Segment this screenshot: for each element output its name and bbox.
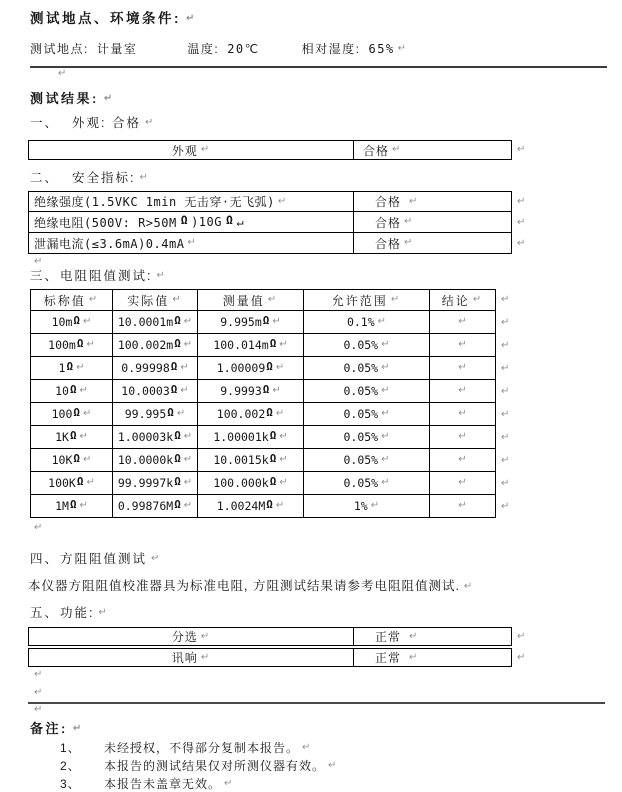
safety-result-cell bbox=[354, 233, 512, 254]
column-header bbox=[304, 289, 430, 311]
column-header bbox=[113, 289, 198, 311]
cell-conclusion bbox=[430, 449, 496, 472]
return-mark: ↵ bbox=[517, 216, 526, 228]
humidity-label: 相对湿度: bbox=[301, 42, 361, 56]
header-label: 标称值 bbox=[43, 293, 86, 308]
return-mark: ↵ bbox=[151, 553, 162, 564]
return-mark: ↵ bbox=[272, 385, 281, 396]
cell-measured bbox=[198, 426, 304, 449]
results-title: 测试结果: bbox=[30, 91, 99, 106]
cell-value: 10Ω bbox=[55, 383, 77, 398]
return-mark: ↵ bbox=[183, 500, 193, 511]
section-appearance-heading bbox=[30, 115, 622, 131]
table-row bbox=[28, 191, 622, 212]
section-function-heading bbox=[30, 605, 622, 621]
remarks-title-line bbox=[30, 720, 622, 737]
cell-actual bbox=[113, 426, 198, 449]
remark-number: 1、 bbox=[60, 741, 81, 755]
return-mark: ↵ bbox=[517, 195, 526, 207]
header-label: 测量值 bbox=[222, 293, 265, 308]
table-row bbox=[28, 140, 622, 160]
return-mark: ↵ bbox=[34, 687, 43, 698]
cell-nominal bbox=[30, 380, 113, 403]
cell-value: 0.99876MΩ bbox=[117, 498, 181, 513]
column-header bbox=[198, 289, 304, 311]
return-mark: ↵ bbox=[279, 477, 288, 488]
cell-value: 0.99998Ω bbox=[121, 360, 178, 375]
section-title: 方阻阻值测试 bbox=[60, 552, 148, 566]
cell-range bbox=[304, 472, 430, 495]
return-mark: ↵ bbox=[501, 362, 510, 374]
return-mark: ↵ bbox=[501, 385, 510, 397]
return-mark: ↵ bbox=[200, 144, 211, 155]
resistance-data-row bbox=[30, 449, 622, 472]
return-mark: ↵ bbox=[103, 92, 115, 104]
appearance-item-cell bbox=[28, 140, 354, 160]
cell-value: 10mΩ bbox=[51, 314, 80, 329]
cell-value: 100KΩ bbox=[48, 475, 84, 490]
empty-paragraph bbox=[34, 687, 622, 699]
cell-value: 合格 bbox=[375, 215, 402, 230]
location-value: 计量室 bbox=[96, 42, 138, 56]
cell-value: 100Ω bbox=[51, 406, 80, 421]
return-mark: ↵ bbox=[370, 500, 380, 511]
cell-nominal bbox=[30, 403, 113, 426]
return-mark: ↵ bbox=[501, 294, 510, 305]
return-mark: ↵ bbox=[139, 172, 150, 183]
return-mark: ↵ bbox=[458, 339, 467, 350]
return-mark: ↵ bbox=[200, 630, 211, 642]
cell-value: 0.05% bbox=[343, 384, 379, 398]
cell-nominal bbox=[30, 426, 113, 449]
resistance-data-row bbox=[30, 403, 622, 426]
return-mark: ↵ bbox=[472, 294, 484, 305]
section-title: 电阻阻值测试: bbox=[60, 269, 153, 283]
cell-nominal bbox=[30, 334, 113, 357]
cell-value: 100.002mΩ bbox=[117, 337, 181, 352]
cell-actual bbox=[113, 495, 198, 518]
resistance-header-row bbox=[30, 289, 622, 311]
return-mark: ↵ bbox=[72, 722, 84, 734]
cell-range bbox=[304, 334, 430, 357]
resistance-data-row bbox=[30, 334, 622, 357]
return-mark: ↵ bbox=[88, 294, 100, 305]
header-label: 允许范围 bbox=[331, 293, 388, 308]
return-mark: ↵ bbox=[82, 408, 92, 419]
return-mark: ↵ bbox=[517, 237, 526, 249]
return-mark: ↵ bbox=[463, 580, 474, 592]
cell-value: 正常 bbox=[375, 651, 402, 665]
return-mark: ↵ bbox=[390, 294, 402, 305]
safety-table bbox=[28, 191, 622, 254]
cell-value: 0.05% bbox=[343, 430, 379, 444]
return-mark: ↵ bbox=[82, 454, 92, 465]
return-mark: ↵ bbox=[180, 362, 189, 373]
env-temperature bbox=[187, 41, 259, 57]
cell-measured bbox=[198, 380, 304, 403]
cell-value: 泄漏电流(≤3.6mA)0.4mA bbox=[34, 236, 185, 251]
return-mark: ↵ bbox=[501, 339, 510, 351]
safety-result-cell bbox=[354, 212, 512, 233]
cell-value: 0.1% bbox=[346, 315, 375, 329]
return-mark: ↵ bbox=[501, 477, 510, 489]
cell-actual bbox=[113, 403, 198, 426]
temperature-value: 20℃ bbox=[227, 42, 260, 56]
return-mark: ↵ bbox=[279, 454, 288, 465]
cell-value: 1.00003kΩ bbox=[117, 429, 181, 444]
cell-value: 1.0024MΩ bbox=[216, 498, 273, 513]
cell-value: 0.05% bbox=[343, 338, 379, 352]
return-mark: ↵ bbox=[279, 431, 288, 442]
return-mark: ↵ bbox=[183, 339, 193, 350]
cell-value: 100mΩ bbox=[48, 337, 84, 352]
cell-value: 分选 bbox=[171, 630, 198, 644]
return-mark: ↵ bbox=[183, 316, 193, 327]
return-mark: ↵ bbox=[381, 454, 390, 465]
appearance-table bbox=[28, 140, 622, 160]
return-mark: ↵ bbox=[275, 362, 285, 373]
env-humidity bbox=[302, 41, 395, 57]
cell-value: 10KΩ bbox=[51, 452, 80, 467]
cell-measured bbox=[198, 357, 304, 380]
cell-conclusion bbox=[430, 380, 496, 403]
section-safety-heading bbox=[30, 170, 622, 186]
cell-value: 0.05% bbox=[343, 453, 379, 467]
return-mark: ↵ bbox=[302, 742, 312, 753]
return-mark: ↵ bbox=[517, 630, 526, 642]
empty-paragraph bbox=[34, 669, 622, 681]
cell-value: 10.0003Ω bbox=[121, 383, 178, 398]
table-row bbox=[28, 648, 622, 667]
function-item-cell bbox=[28, 648, 354, 667]
cell-actual bbox=[113, 472, 198, 495]
cell-value: 1.00001kΩ bbox=[213, 429, 277, 444]
resistance-data-row bbox=[30, 311, 622, 334]
cell-value: 10.0001mΩ bbox=[117, 314, 181, 329]
remark-number: 3、 bbox=[60, 777, 81, 791]
section-title: 安全指标: bbox=[72, 171, 136, 185]
cell-value: 100.000kΩ bbox=[213, 475, 277, 490]
env-line bbox=[30, 41, 622, 57]
empty-paragraph bbox=[58, 68, 622, 80]
remark-text: 本报告的测试结果仅对所测仪器有效。 bbox=[104, 759, 326, 773]
cell-value: 绝缘强度(1.5VKC 1min 无击穿·无飞弧) bbox=[34, 195, 275, 209]
column-header bbox=[30, 289, 113, 311]
return-mark: ↵ bbox=[381, 385, 390, 396]
resistance-data-row bbox=[30, 380, 622, 403]
cell-value: 0.05% bbox=[343, 361, 379, 375]
return-mark: ↵ bbox=[34, 669, 43, 680]
humidity-value: 65% bbox=[368, 42, 395, 56]
safety-item-cell bbox=[28, 233, 354, 254]
return-mark: ↵ bbox=[458, 408, 467, 419]
return-mark: ↵ bbox=[381, 339, 390, 350]
remark-text: 未经授权，不得部分复制本报告。 bbox=[104, 741, 300, 755]
cell-value: 9.9993Ω bbox=[220, 383, 270, 398]
cell-range bbox=[304, 357, 430, 380]
return-mark: ↵ bbox=[517, 144, 526, 155]
section-square-heading bbox=[30, 551, 622, 567]
return-mark: ↵ bbox=[180, 385, 189, 396]
return-mark: ↵ bbox=[275, 500, 285, 511]
function-result-cell bbox=[354, 648, 512, 667]
section-resistance-heading bbox=[30, 268, 622, 284]
return-mark: ↵ bbox=[272, 316, 281, 327]
cell-conclusion bbox=[430, 403, 496, 426]
remark-item bbox=[60, 759, 622, 773]
cell-value: 正常 bbox=[375, 630, 402, 644]
return-mark: ↵ bbox=[501, 408, 510, 420]
return-mark: ↵ bbox=[458, 316, 467, 327]
appearance-result-cell bbox=[354, 140, 512, 160]
return-mark: ↵ bbox=[86, 339, 95, 350]
cell-nominal bbox=[30, 449, 113, 472]
section-number: 四、 bbox=[30, 552, 60, 566]
return-mark: ↵ bbox=[458, 477, 467, 488]
return-mark: ↵ bbox=[267, 294, 279, 305]
cell-actual bbox=[113, 311, 198, 334]
function-table bbox=[28, 627, 622, 667]
resistance-table bbox=[30, 289, 622, 518]
cell-value: 0.05% bbox=[343, 407, 379, 421]
return-mark: ↵ bbox=[34, 704, 43, 715]
section-number: 三、 bbox=[30, 269, 60, 283]
safety-item-cell bbox=[28, 191, 354, 212]
return-mark: ↵ bbox=[186, 13, 197, 24]
return-mark: ↵ bbox=[86, 477, 95, 488]
temperature-label: 温度: bbox=[187, 42, 220, 56]
cell-range bbox=[304, 426, 430, 449]
cell-value: 讯响 bbox=[171, 651, 198, 665]
return-mark: ↵ bbox=[156, 270, 167, 281]
table-row bbox=[28, 233, 622, 254]
return-mark: ↵ bbox=[224, 778, 234, 789]
return-mark: ↵ bbox=[381, 362, 390, 373]
return-mark: ↵ bbox=[458, 362, 467, 373]
return-mark: ↵ bbox=[409, 630, 419, 642]
remark-text: 本报告未盖章无效。 bbox=[104, 777, 222, 791]
return-mark: ↵ bbox=[501, 431, 510, 443]
resistance-data-row bbox=[30, 472, 622, 495]
return-mark: ↵ bbox=[458, 454, 467, 465]
safety-item-cell: 绝缘电阻(500V: R>50M Ω )10G Ω ↵ bbox=[28, 212, 354, 233]
return-mark: ↵ bbox=[404, 237, 414, 248]
return-mark: ↵ bbox=[397, 43, 408, 54]
cell-value: 1% bbox=[353, 499, 368, 513]
function-item-cell bbox=[28, 627, 354, 646]
return-mark: ↵ bbox=[279, 339, 288, 350]
resistance-data-row bbox=[30, 357, 622, 380]
env-location bbox=[30, 41, 137, 57]
cell-range bbox=[304, 380, 430, 403]
remark-number: 2、 bbox=[60, 759, 81, 773]
cell-range bbox=[304, 495, 430, 518]
doc-title: 测试地点、环境条件: bbox=[30, 11, 181, 26]
resistance-data-row bbox=[30, 426, 622, 449]
cell-actual bbox=[113, 357, 198, 380]
location-label: 测试地点: bbox=[30, 42, 89, 56]
return-mark: ↵ bbox=[501, 500, 510, 512]
return-mark: ↵ bbox=[79, 385, 88, 396]
cell-measured bbox=[198, 403, 304, 426]
return-mark: ↵ bbox=[183, 454, 193, 465]
table-row bbox=[28, 212, 622, 233]
cell-conclusion bbox=[430, 495, 496, 518]
return-mark: ↵ bbox=[176, 408, 186, 419]
section-number: 二、 bbox=[30, 171, 60, 185]
header-label: 实际值 bbox=[127, 293, 170, 308]
remarks-title: 备注: bbox=[30, 721, 68, 736]
cell-measured bbox=[198, 311, 304, 334]
return-mark: ↵ bbox=[144, 117, 156, 128]
square-note bbox=[28, 578, 622, 595]
cell-nominal bbox=[30, 472, 113, 495]
return-mark: ↵ bbox=[458, 431, 467, 442]
function-result-cell bbox=[354, 627, 512, 646]
cell-range bbox=[304, 311, 430, 334]
section-number: 五、 bbox=[30, 606, 60, 620]
cell-value: 9.995mΩ bbox=[220, 314, 270, 329]
cell-value: 外观 bbox=[171, 143, 198, 158]
return-mark: ↵ bbox=[328, 760, 338, 771]
cell-value: 合格 bbox=[375, 236, 402, 251]
return-mark: ↵ bbox=[381, 431, 390, 442]
doc-title-line bbox=[30, 10, 622, 28]
return-mark: ↵ bbox=[79, 431, 88, 442]
section-title: 功能: bbox=[60, 606, 95, 620]
cell-value: 0.05% bbox=[343, 476, 379, 490]
cell-nominal bbox=[30, 357, 113, 380]
return-mark: ↵ bbox=[82, 316, 92, 327]
cell-value: 1.00009Ω bbox=[216, 360, 273, 375]
return-mark: ↵ bbox=[277, 195, 287, 207]
cell-conclusion bbox=[430, 472, 496, 495]
return-mark: ↵ bbox=[172, 294, 183, 305]
empty-paragraph bbox=[34, 256, 622, 268]
cell-range bbox=[304, 449, 430, 472]
cell-nominal bbox=[30, 311, 113, 334]
note-text: 本仪器方阻阻值校准器具为标准电阻, 方阻测试结果请参考电阻阻值测试. bbox=[28, 579, 460, 593]
resistance-data-row bbox=[30, 495, 622, 518]
cell-measured bbox=[198, 495, 304, 518]
cell-conclusion bbox=[430, 311, 496, 334]
table-row bbox=[28, 627, 622, 646]
remark-item bbox=[60, 741, 622, 755]
results-title-line bbox=[30, 90, 622, 107]
cell-actual bbox=[113, 449, 198, 472]
return-mark: ↵ bbox=[501, 316, 510, 328]
return-mark: ↵ bbox=[409, 651, 419, 663]
return-mark: ↵ bbox=[183, 477, 193, 488]
return-mark: ↵ bbox=[458, 385, 467, 396]
return-mark: ↵ bbox=[458, 500, 467, 511]
return-mark: ↵ bbox=[381, 477, 390, 488]
empty-paragraph bbox=[34, 522, 622, 534]
cell-conclusion bbox=[430, 426, 496, 449]
remark-item bbox=[60, 777, 622, 791]
cell-value: 10.0000kΩ bbox=[117, 452, 181, 467]
column-header bbox=[430, 289, 496, 311]
cell-value: 1Ω bbox=[58, 360, 74, 375]
return-mark: ↵ bbox=[79, 500, 88, 511]
section-number: 一、 bbox=[30, 116, 60, 130]
cell-value: 合格 bbox=[363, 143, 390, 158]
cell-nominal bbox=[30, 495, 113, 518]
return-mark: ↵ bbox=[58, 68, 67, 79]
cell-range bbox=[304, 403, 430, 426]
cell-value: 100.002Ω bbox=[216, 406, 273, 421]
cell-conclusion bbox=[430, 334, 496, 357]
return-mark: ↵ bbox=[392, 144, 402, 155]
cell-measured bbox=[198, 334, 304, 357]
empty-paragraph bbox=[34, 704, 622, 716]
return-mark: ↵ bbox=[381, 408, 390, 419]
return-mark: ↵ bbox=[98, 607, 109, 618]
return-mark: ↵ bbox=[34, 522, 43, 533]
cell-conclusion bbox=[430, 357, 496, 380]
return-mark: ↵ bbox=[501, 454, 510, 466]
section-title: 外观: 合格 bbox=[72, 116, 141, 130]
return-mark: ↵ bbox=[76, 362, 85, 373]
return-mark: ↵ bbox=[404, 216, 414, 227]
return-mark: ↵ bbox=[183, 431, 193, 442]
return-mark: ↵ bbox=[34, 256, 43, 267]
cell-value: 99.995Ω bbox=[124, 406, 174, 421]
cell-value: 1KΩ bbox=[55, 429, 77, 444]
cell-measured bbox=[198, 449, 304, 472]
return-mark: ↵ bbox=[187, 237, 197, 248]
cell-value: 99.9997kΩ bbox=[117, 475, 181, 490]
return-mark: ↵ bbox=[275, 408, 285, 419]
cell-actual bbox=[113, 380, 198, 403]
cell-value: 10.0015kΩ bbox=[213, 452, 277, 467]
return-mark: ↵ bbox=[200, 651, 211, 663]
cell-actual bbox=[113, 334, 198, 357]
return-mark: ↵ bbox=[377, 316, 387, 327]
return-mark: ↵ bbox=[409, 195, 419, 207]
cell-value: 100.014mΩ bbox=[213, 337, 277, 352]
cell-value: 合格 bbox=[375, 195, 402, 209]
header-label: 结论 bbox=[441, 293, 470, 308]
safety-result-cell bbox=[354, 191, 512, 212]
cell-value: 1MΩ bbox=[55, 498, 77, 513]
cell-measured bbox=[198, 472, 304, 495]
return-mark: ↵ bbox=[517, 651, 526, 663]
